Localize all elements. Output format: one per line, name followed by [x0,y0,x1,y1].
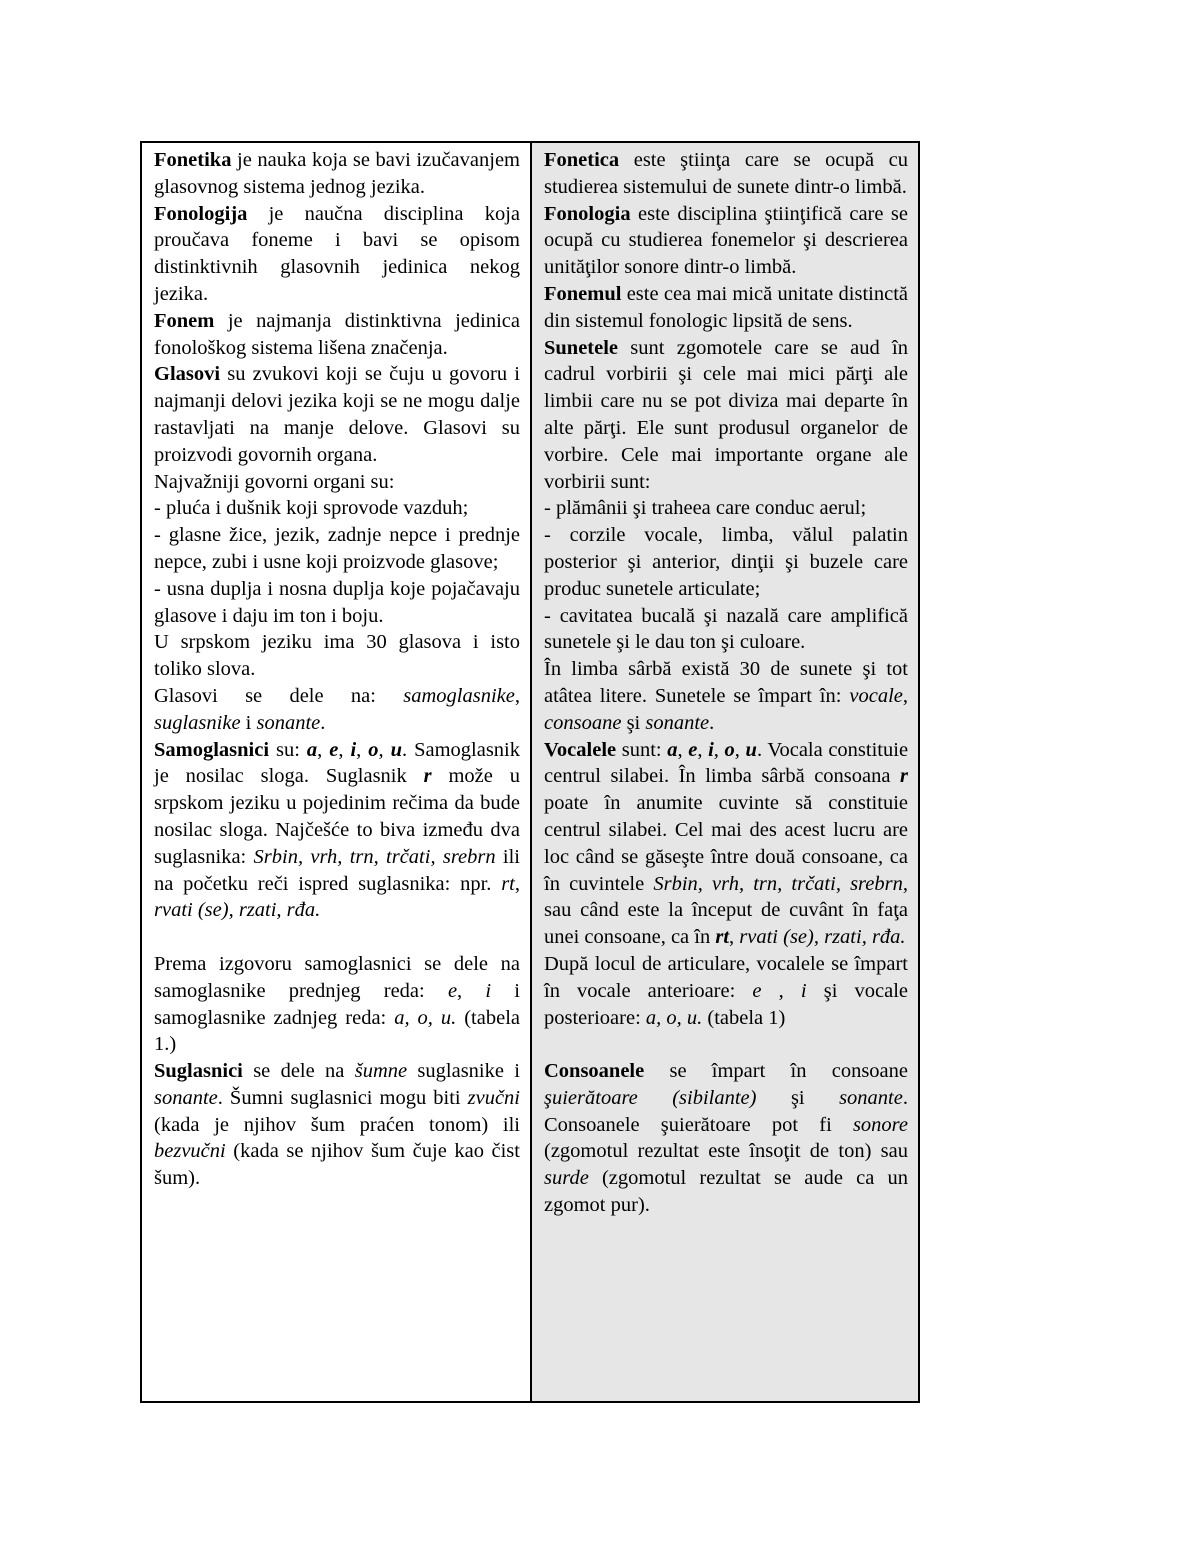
vowels: a, o, u. [394,1006,457,1029]
text: este ştiinţa care se ocupă cu studierea sistemului de sunete dintr-o limbă. [544,149,908,198]
paragraph-glasovi [154,361,520,468]
term: vocale [849,684,903,707]
vowel: i [350,738,357,761]
paragraph-dele [154,683,520,737]
text: je najmanja distinktivna jedinica fonološkog sistema lišena značenja. [154,309,520,359]
text: , [514,684,520,707]
vowel: o [368,738,379,761]
paragraph-fonetica [544,147,908,201]
text: (tabela 1) [702,1006,786,1029]
text: je naučna disciplina koja proučava foneme i bavi se opisom distinktivnih glasovnih jedinica nekog jezika. [154,202,520,305]
text: , [734,738,746,761]
paragraph-fonemul [544,281,908,335]
paragraph-prema [154,951,520,1058]
text: suglasnike i [407,1060,520,1083]
term: Samoglasnici [154,738,270,761]
term: šumne [354,1060,408,1083]
text: . Šumni suglasnici mogu biti [217,1086,468,1109]
text: , [697,738,709,761]
examples: Srbin, vrh, trn, trčati, srebrn [653,872,903,895]
text: , [378,738,391,761]
examples: rt [501,872,515,895]
organe-item-3: - cavitatea bucală şi nazală care amplifică sunetele şi le dau ton şi culoare. [544,604,908,654]
text: (tabela 1.) [154,1006,520,1056]
term: consoane [544,711,622,734]
paragraph-consoanele [544,1058,908,1219]
organi-item-1: - pluća i dušnik koji sprovode vazduh; [154,497,469,520]
term: sonante [256,711,321,734]
blank-line [544,1031,908,1058]
paragraph-suglasnici [154,1058,520,1192]
romanian-column [532,143,918,1401]
text: , [902,684,908,707]
bilingual-table [140,141,920,1403]
term: sonore [852,1113,908,1136]
text: . [402,738,408,761]
vowel: e [688,738,698,761]
term: Glasovi [154,363,221,386]
text: sunt zgomotele care se aud în cadrul vorbirii şi cele mai mici părţi ale limbii care nu se pot diviza mai departe în alte părţi. Ele sunt produsul organelor de vorbire. Cele mai importante organe ale vorbirii sunt: [544,336,908,493]
paragraph-dupa [544,951,908,1031]
term: Consoanele [544,1060,645,1083]
letter-r: r [900,765,908,788]
text: (zgomotul rezultat se aude ca un zgomot pur). [544,1167,908,1217]
text: În limba sârbă există 30 de sunete şi tot atâtea litere. Sunetele se împart în: [544,658,908,707]
vowel: u [390,738,402,761]
term: şuierătoare (sibilante) [544,1086,757,1109]
text: şi [621,711,646,734]
organe-item-1: - plămânii şi traheea care conduc aerul; [544,497,867,520]
text: Glasovi se dele na: [154,684,404,707]
vowel: e [329,738,339,761]
text: . [756,738,763,761]
organi-intro: Najvažniji govorni organi su: [154,470,395,493]
text: Samoglasnik je nosilac sloga. Suglasnik [154,738,521,788]
vowels: a, o, u. [645,1006,703,1029]
paragraph-fonem [154,308,520,362]
paragraph-fonologija [154,201,520,308]
text: , [677,738,689,761]
text: Prema izgovoru samoglasnici se dele na samoglasnike prednjeg reda: [154,952,520,1002]
text: su: [269,738,307,761]
term: bezvučni [154,1140,226,1163]
examples: rvati (se), rzati, rđa. [739,926,906,949]
term: samoglasnike [403,684,515,707]
text: može u srpskom jeziku u pojedinim rečima da bude nosilac sloga. Najčešće to biva između dva suglasnika: [154,765,520,868]
blank-line [154,924,520,951]
paragraph-glasova-30: U srpskom jeziku ima 30 glasova i isto toliko slova. [154,631,520,681]
term: Fonologija [154,202,248,225]
term: Fonem [154,309,215,332]
vowel: o [724,738,735,761]
vowel: a [306,738,318,761]
text: . [709,711,715,734]
vowel: i [485,979,492,1002]
text: şi vocale posterioare: [544,979,908,1029]
text: , [317,738,330,761]
text: i samoglasnike zadnjeg reda: [154,979,521,1029]
paragraph-sunete-30 [544,656,908,736]
text: . [320,711,326,734]
text: ili na početku reči ispred suglasnika: npr. [154,845,520,895]
paragraph-vocalele [544,737,908,951]
term: sonante [839,1086,903,1109]
paragraph-sunetele [544,335,908,496]
serbian-column [142,143,532,1401]
paragraph-fonologia [544,201,908,281]
vowel: a [667,738,678,761]
text: este cea mai mică unitate distinctă din sistemul fonologic lipsită de sens. [544,282,908,332]
text: je nauka koja se bavi izučavanjem glasovnog sistema jednog jezika. [154,149,520,198]
text: , [338,738,351,761]
term: Suglasnici [154,1060,243,1083]
text: , [713,738,725,761]
vowel: i [708,738,714,761]
letter-r: r [423,765,432,788]
paragraph-samoglasnici [154,737,520,925]
term: zvučni [467,1086,520,1109]
text: se împart în consoane [644,1060,908,1083]
text: i [240,711,257,734]
term: Fonemul [544,282,622,305]
vowel: e [752,979,762,1002]
text: . Consoanele şuierătoare pot fi [544,1086,908,1136]
text: este disciplina ştiinţifică care se ocupă cu studierea fonemelor şi descrierea unităţilor sonore dintr-o limbă. [544,202,908,279]
paragraph-fonetika [154,147,520,201]
vowel: e [447,979,458,1002]
vowel: i [800,979,807,1002]
text: (zgomotul rezultat este însoţit de ton) sau [544,1140,908,1163]
term: suglasnike [154,711,241,734]
text: Vocala constituie centrul silabei. În limba sârbă consoana [544,738,909,788]
term: surde [544,1167,589,1190]
vowel: u [745,738,757,761]
term: Fonologia [544,202,631,225]
organe-item-2: - corzile vocale, limba, vălul palatin posterior şi anterior, dinţii şi buzele care produc sunetele articulate; [544,524,908,600]
text: , [356,738,369,761]
text: , [729,926,740,949]
text: poate în anumite cuvinte să constituie centrul silabei. Cel mai des acest lucru are loc când se găseşte între două consoane, ca în cuvintele [544,792,908,895]
text: , [514,872,520,895]
organi-item-2: - glasne žice, jezik, zadnje nepce i prednje nepce, zubi i usne koji proizvode glasove; [154,524,520,573]
examples: rvati (se), rzati, rđa. [154,899,321,922]
term: sonante [154,1086,218,1109]
term: Sunetele [544,336,619,359]
text: (kada se njihov šum čuje kao čist šum). [154,1140,520,1190]
text: După locul de articulare, vocalele se împart în vocale anterioare: [544,952,908,1002]
text: sunt: [616,738,668,761]
text: (kada je njihov šum praćen tonom) ili [154,1113,520,1136]
term: Fonetica [544,149,620,171]
text: şi [756,1086,840,1109]
text: , sau când este la început de cuvânt în faţa unei consoane, ca în [544,872,908,949]
text: se dele na [242,1060,355,1083]
organi-item-3: - usna duplja i nosna duplja koje pojačavaju glasove i daju im ton i boju. [154,577,520,627]
examples: rt [715,926,730,949]
examples: Srbin, vrh, trn, trčati, srebrn [253,845,496,868]
text: , [761,979,801,1002]
term: Fonetika [154,149,232,171]
text: su zvukovi koji se čuju u govoru i najmanji delovi jezika koji se ne mogu dalje rastavljati na manje delove. Glasovi su proizvodi govornih organa. [154,363,520,466]
term: sonante [645,711,710,734]
text: , [457,979,486,1002]
term: Vocalele [544,738,617,761]
